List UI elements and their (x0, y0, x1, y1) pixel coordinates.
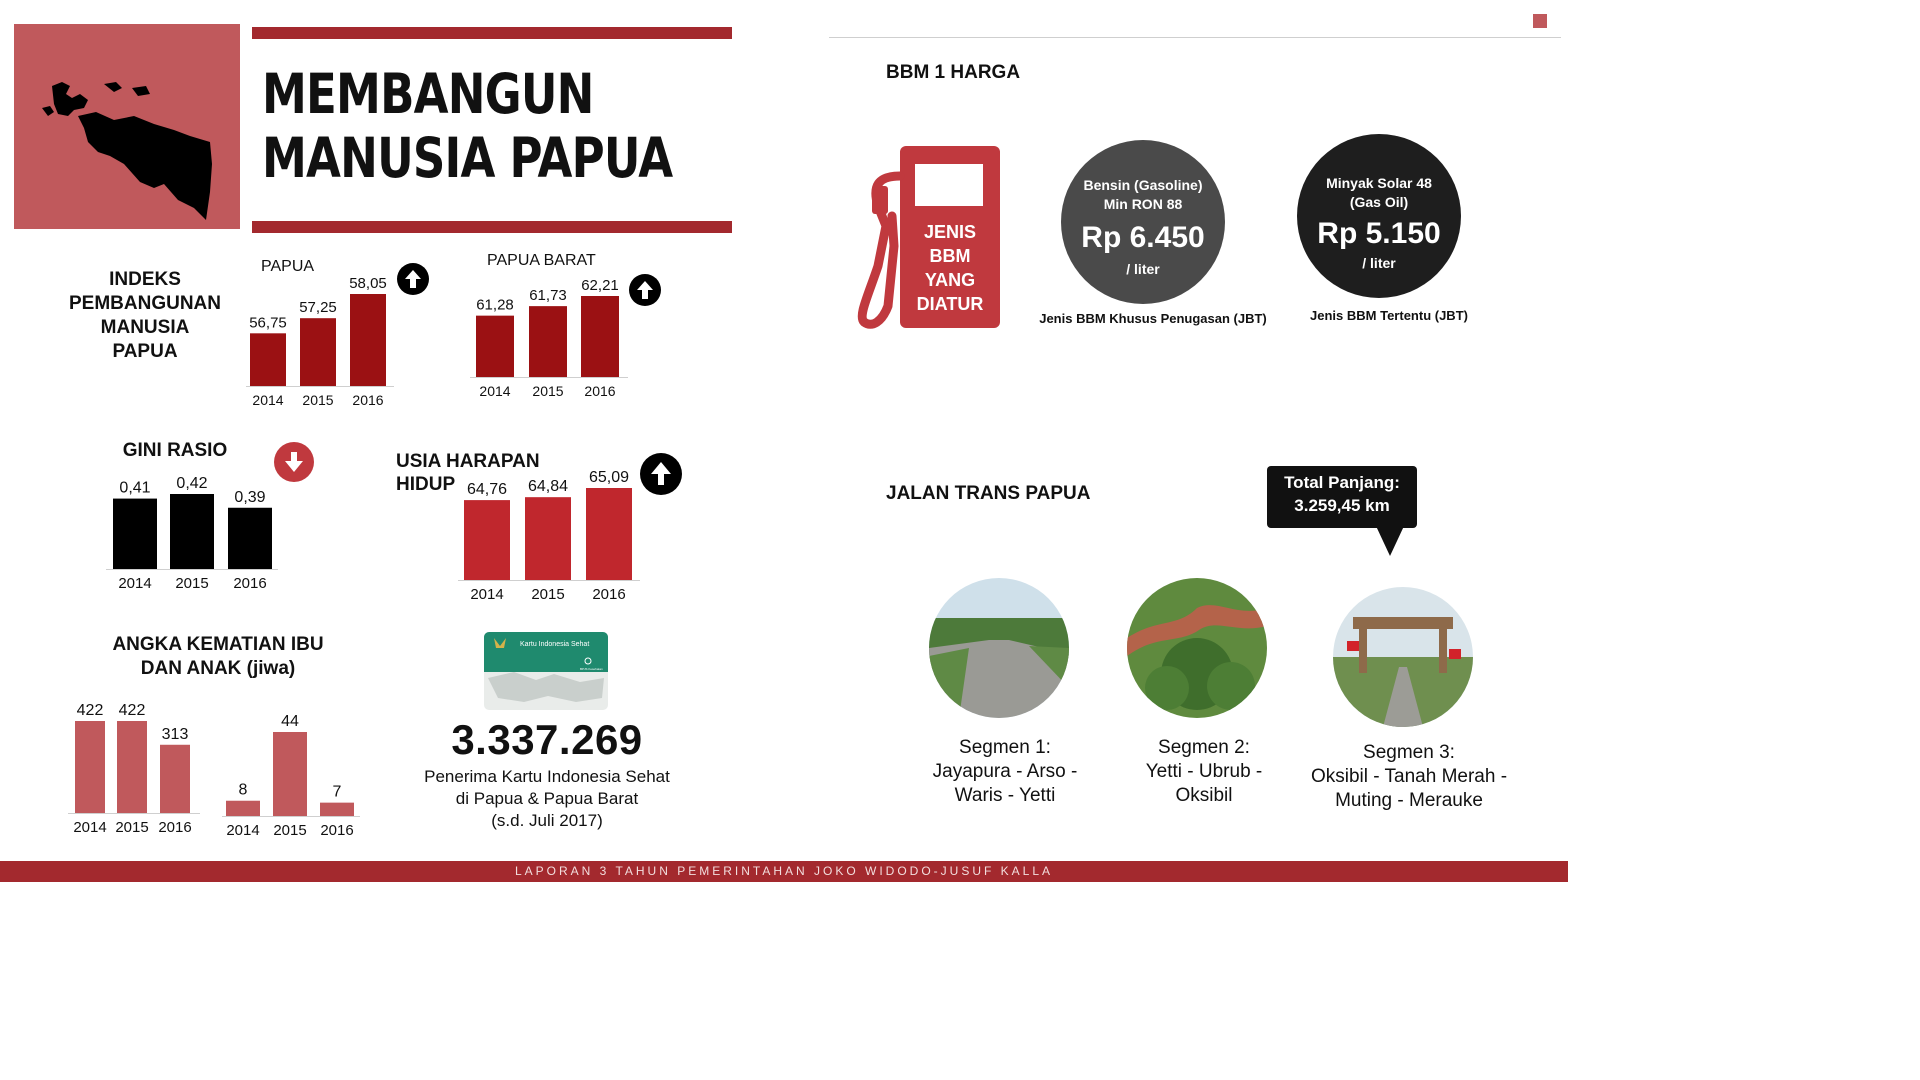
total-length-callout (1267, 466, 1417, 528)
segment1-line2: Jayapura - Arso - (932, 761, 1078, 782)
akia-anak-chart (218, 706, 364, 844)
fuel-pump-icon (848, 146, 1000, 330)
gasoline-price: Rp 6.450 (1081, 221, 1205, 254)
segment1-caption (905, 736, 1105, 808)
pump-line4: DIATUR (916, 294, 984, 314)
akia-ibu-value-label: 422 (76, 702, 104, 719)
kis-caption-line1: Penerima Kartu Indonesia Sehat (424, 767, 670, 786)
gini-bar-2014 (113, 499, 157, 569)
ipm-label-line4: PAPUA (112, 341, 178, 362)
kis-card-image (484, 632, 608, 710)
ipm-papua-barat-value-label: 61,73 (529, 287, 567, 305)
page-title (262, 62, 672, 190)
gini-value-label: 0,41 (119, 479, 151, 497)
usia-tick-label: 2016 (592, 586, 626, 603)
corner-marker (1533, 14, 1547, 28)
akia-label-line2: DAN ANAK (jiwa) (140, 658, 296, 679)
fuel-pump-label (900, 220, 1000, 316)
solar-name-line2: (Gas Oil) (1349, 194, 1409, 210)
segment1-road-photo (929, 578, 1069, 718)
kis-caption-line2: di Papua & Papua Barat (455, 789, 639, 808)
akia-anak-tick-label: 2014 (226, 822, 260, 839)
ipm-papua-tick-label: 2016 (352, 392, 384, 408)
gasoline-caption: Jenis BBM Khusus Penugasan (JBT) (1039, 311, 1267, 326)
usia-bar-2015 (525, 497, 571, 580)
pump-line2: BBM (929, 246, 971, 266)
gini-value-label: 0,42 (176, 475, 208, 492)
ipm-papua-tick-label: 2014 (252, 392, 284, 408)
trend-up-icon (640, 453, 682, 495)
usia-value-label: 64,76 (466, 481, 508, 499)
ipm-label-line2: PEMBANGUNAN (69, 293, 221, 314)
segment1-line3: Waris - Yetti (954, 785, 1056, 806)
solar-price: Rp 5.150 (1317, 217, 1441, 250)
segment2-road-photo (1127, 578, 1267, 718)
total-length-label: Total Panjang: (1284, 473, 1400, 492)
gini-tick-label: 2014 (118, 575, 152, 592)
akia-anak-bar-2015 (273, 732, 307, 816)
akia-ibu-tick-label: 2014 (73, 819, 107, 836)
ipm-papua-barat-value-label: 62,21 (581, 277, 619, 294)
segment3-line2: Oksibil - Tanah Merah - (1310, 766, 1508, 787)
segment2-line3: Oksibil (1175, 785, 1233, 806)
ipm-papua-barat-tick-label: 2015 (532, 383, 564, 399)
pump-line1: JENIS (923, 222, 977, 242)
ipm-label (60, 268, 230, 364)
solar-caption: Jenis BBM Tertentu (JBT) (1310, 308, 1468, 323)
footer-bar (0, 861, 1568, 882)
gasoline-name-line1: Bensin (Gasoline) (1083, 177, 1203, 193)
ipm-papua-barat-title: PAPUA BARAT (487, 252, 596, 269)
gini-value-label: 0,39 (234, 488, 266, 506)
ipm-papua-barat-bar-2014 (476, 316, 514, 377)
akia-ibu-value-label: 313 (161, 725, 189, 743)
kis-card-title: Kartu Indonesia Sehat (520, 641, 590, 648)
kis-number: 3.337.269 (451, 716, 643, 763)
akia-label (100, 633, 336, 681)
akia-ibu-bar-2015 (117, 721, 147, 813)
akia-anak-bar-2016 (320, 803, 354, 816)
akia-label-line1: ANGKA KEMATIAN IBU (112, 634, 324, 655)
page-title-line1: MEMBANGUN (262, 62, 594, 126)
akia-anak-tick-label: 2015 (273, 822, 307, 839)
gini-label: GINI RASIO (122, 440, 228, 461)
pump-line3: YANG (924, 270, 976, 290)
ipm-papua-barat-bar-2015 (529, 306, 567, 377)
ipm-papua-barat-tick-label: 2016 (584, 383, 616, 399)
title-rule-bottom (252, 221, 732, 233)
ipm-label-line3: MANUSIA (100, 317, 190, 338)
ipm-papua-barat-bar-2016 (581, 296, 619, 377)
callout-pointer (1376, 526, 1404, 556)
gasoline-price-circle (1061, 140, 1225, 304)
akia-ibu-value-label: 422 (118, 702, 146, 719)
kis-caption (412, 766, 682, 832)
akia-anak-bar-2014 (226, 801, 260, 816)
title-rule-top (252, 27, 732, 39)
ipm-papua-value-label: 56,75 (249, 314, 287, 332)
gini-bar-2015 (170, 494, 214, 569)
usia-value-label: 64,84 (527, 478, 569, 496)
segment1-line1: Segmen 1: (959, 737, 1051, 758)
gini-chart (104, 466, 284, 596)
akia-anak-value-label: 7 (332, 783, 342, 801)
usia-tick-label: 2014 (470, 586, 504, 603)
segment2-line2: Yetti - Ubrub - (1145, 761, 1263, 782)
page-title-line2: MANUSIA PAPUA (262, 126, 673, 190)
segment3-caption (1296, 741, 1522, 813)
akia-anak-value-label: 8 (238, 781, 248, 799)
usia-bar-2016 (586, 488, 632, 580)
segment2-caption (1104, 736, 1304, 808)
ipm-papua-bar-2015 (300, 318, 336, 386)
usia-chart (454, 466, 644, 608)
ipm-papua-value-label: 57,25 (299, 299, 337, 317)
segment3-line3: Muting - Merauke (1335, 790, 1483, 811)
gini-bar-2016 (228, 508, 272, 569)
akia-ibu-chart (64, 696, 204, 841)
usia-tick-label: 2015 (531, 586, 565, 603)
akia-ibu-tick-label: 2015 (115, 819, 149, 836)
gini-tick-label: 2016 (233, 575, 267, 592)
solar-name-line1: Minyak Solar 48 (1326, 175, 1432, 191)
footer-text: LAPORAN 3 TAHUN PEMERINTAHAN JOKO WIDODO-JUSUF KALLA (514, 864, 1054, 878)
akia-anak-value-label: 44 (281, 713, 299, 730)
ipm-papua-bar-2014 (250, 333, 286, 386)
gini-tick-label: 2015 (175, 575, 209, 592)
usia-label-line2: HIDUP (396, 474, 456, 495)
gasoline-name-line2: Min RON 88 (1103, 196, 1183, 212)
ipm-label-line1: INDEKS (109, 269, 181, 290)
ipm-papua-barat-tick-label: 2014 (479, 383, 511, 399)
papua-map-icon (14, 24, 240, 229)
segment3-line1: Segmen 3: (1363, 742, 1455, 763)
trans-papua-title: JALAN TRANS PAPUA (886, 483, 1091, 504)
top-divider (829, 37, 1561, 38)
total-length-value: 3.259,45 km (1294, 496, 1390, 515)
ipm-papua-chart (240, 270, 400, 412)
akia-anak-tick-label: 2016 (320, 822, 354, 839)
segment2-line1: Segmen 2: (1158, 737, 1250, 758)
ipm-papua-barat-chart (466, 262, 634, 404)
akia-ibu-bar-2014 (75, 721, 105, 813)
solar-price-circle (1297, 134, 1461, 298)
ipm-papua-bar-2016 (350, 294, 386, 386)
ipm-papua-barat-value-label: 61,28 (476, 296, 514, 314)
usia-value-label: 65,09 (588, 469, 630, 486)
akia-ibu-tick-label: 2016 (158, 819, 192, 836)
ipm-papua-title: PAPUA (261, 258, 315, 275)
ipm-papua-value-label: 58,05 (349, 275, 387, 292)
usia-bar-2014 (464, 500, 510, 580)
trend-up-icon (629, 274, 661, 306)
bbm-title: BBM 1 HARGA (886, 62, 1021, 83)
solar-unit: / liter (1362, 255, 1396, 271)
gasoline-unit: / liter (1126, 261, 1160, 277)
kis-caption-line3: (s.d. Juli 2017) (491, 811, 603, 830)
title-box (14, 24, 240, 229)
segment3-gate-photo (1333, 587, 1473, 727)
usia-label-line1: USIA HARAPAN (396, 451, 540, 472)
kis-card-brand: BPJS Kesehatan (580, 667, 603, 671)
trend-up-icon (397, 263, 429, 295)
akia-ibu-bar-2016 (160, 745, 190, 813)
ipm-papua-tick-label: 2015 (302, 392, 334, 408)
